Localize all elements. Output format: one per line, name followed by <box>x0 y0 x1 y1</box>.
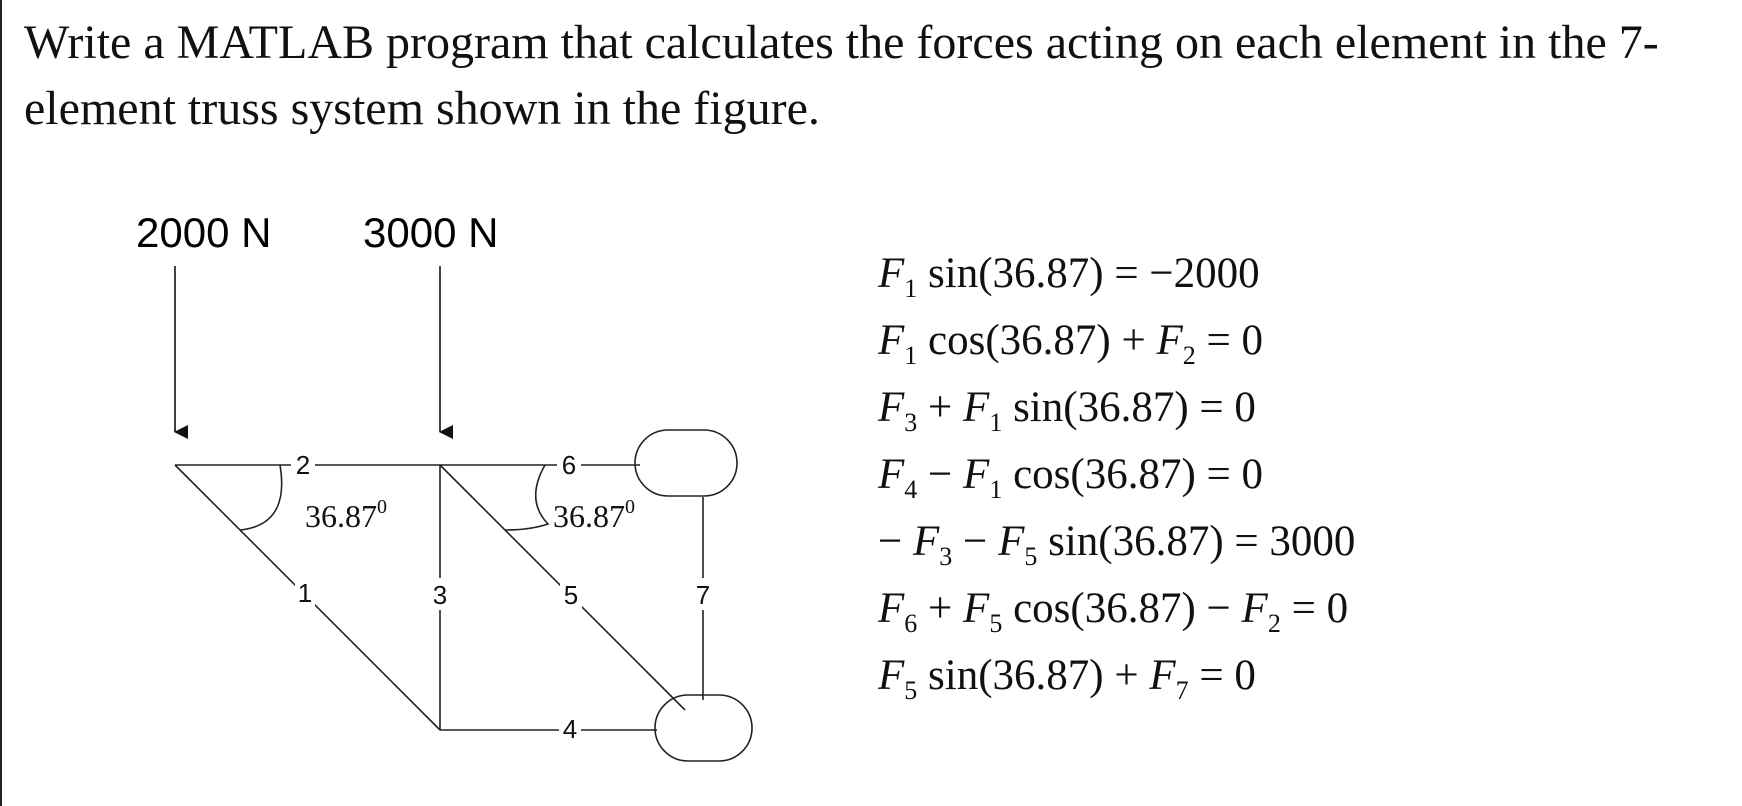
equation-2 <box>878 307 1355 374</box>
equation-text: cos(36.87) = 0 <box>1002 451 1264 498</box>
load-label-2000: 2000 N <box>136 209 272 256</box>
force-variable: F <box>878 250 905 297</box>
equation-text: + <box>917 384 964 431</box>
force-variable: F <box>878 317 905 364</box>
force-variable: F <box>963 384 990 431</box>
lower-support <box>655 695 752 761</box>
force-variable: F <box>1156 317 1183 364</box>
equation-3 <box>878 374 1355 441</box>
equation-text: cos(36.87) − <box>1002 585 1242 632</box>
force-variable: F <box>963 585 990 632</box>
force-variable: F <box>1241 585 1268 632</box>
equation-6 <box>878 575 1355 642</box>
force-variable: F <box>913 518 940 565</box>
equation-text: cos(36.87) + <box>917 317 1157 364</box>
equation-text: − <box>917 451 964 498</box>
member-label-2: 2 <box>295 450 311 480</box>
subscript: 1 <box>904 341 918 370</box>
equation-text: sin(36.87) = 0 <box>1002 384 1256 431</box>
member-label-7: 7 <box>695 580 711 610</box>
upper-support <box>635 430 737 496</box>
subscript: 7 <box>1175 676 1189 705</box>
subscript: 1 <box>989 408 1003 437</box>
angle-label-left: 36.87$^0$ <box>305 496 387 534</box>
subscript: 3 <box>904 408 918 437</box>
force-variable: F <box>1149 652 1176 699</box>
force-variable: F <box>963 451 990 498</box>
equation-text: − <box>878 518 914 565</box>
force-variable: F <box>878 384 905 431</box>
problem-statement: Write a MATLAB program that calculates the forces acting on each element in the 7-element truss system shown in the figure. <box>24 16 1659 135</box>
member-label-6: 6 <box>561 450 577 480</box>
equation-text: sin(36.87) + <box>917 652 1150 699</box>
subscript: 5 <box>904 676 918 705</box>
member-label-1: 1 <box>297 578 313 608</box>
member-label-3: 3 <box>432 580 448 610</box>
equation-text: = 0 <box>1188 652 1256 699</box>
angle-arc-right <box>505 465 548 530</box>
equation-text: sin(36.87) = 3000 <box>1037 518 1356 565</box>
subscript: 1 <box>989 475 1003 504</box>
subscript: 3 <box>939 542 953 571</box>
force-variable: F <box>878 451 905 498</box>
equation-list <box>878 240 1355 709</box>
force-variable: F <box>878 652 905 699</box>
equation-text: sin(36.87) = −2000 <box>917 250 1260 297</box>
member-label-4: 4 <box>562 714 578 744</box>
equation-text: − <box>952 518 999 565</box>
angle-label-right: 36.87$^0$ <box>553 496 635 534</box>
equation-text: + <box>917 585 964 632</box>
subscript: 1 <box>904 274 918 303</box>
equation-text: = 0 <box>1280 585 1349 632</box>
subscript: 6 <box>904 609 918 638</box>
subscript: 5 <box>989 609 1003 638</box>
subscript: 4 <box>904 475 918 504</box>
angle-arc-left <box>240 465 282 530</box>
force-variable: F <box>878 585 905 632</box>
equation-text: = 0 <box>1195 317 1264 364</box>
equation-7 <box>878 642 1355 709</box>
subscript: 2 <box>1267 609 1281 638</box>
equation-1 <box>878 240 1355 307</box>
force-variable: F <box>998 518 1025 565</box>
equation-5 <box>878 508 1355 575</box>
subscript: 5 <box>1024 542 1038 571</box>
subscript: 2 <box>1182 341 1196 370</box>
member-label-5: 5 <box>563 580 579 610</box>
load-label-3000: 3000 N <box>363 209 499 256</box>
equation-4 <box>878 441 1355 508</box>
